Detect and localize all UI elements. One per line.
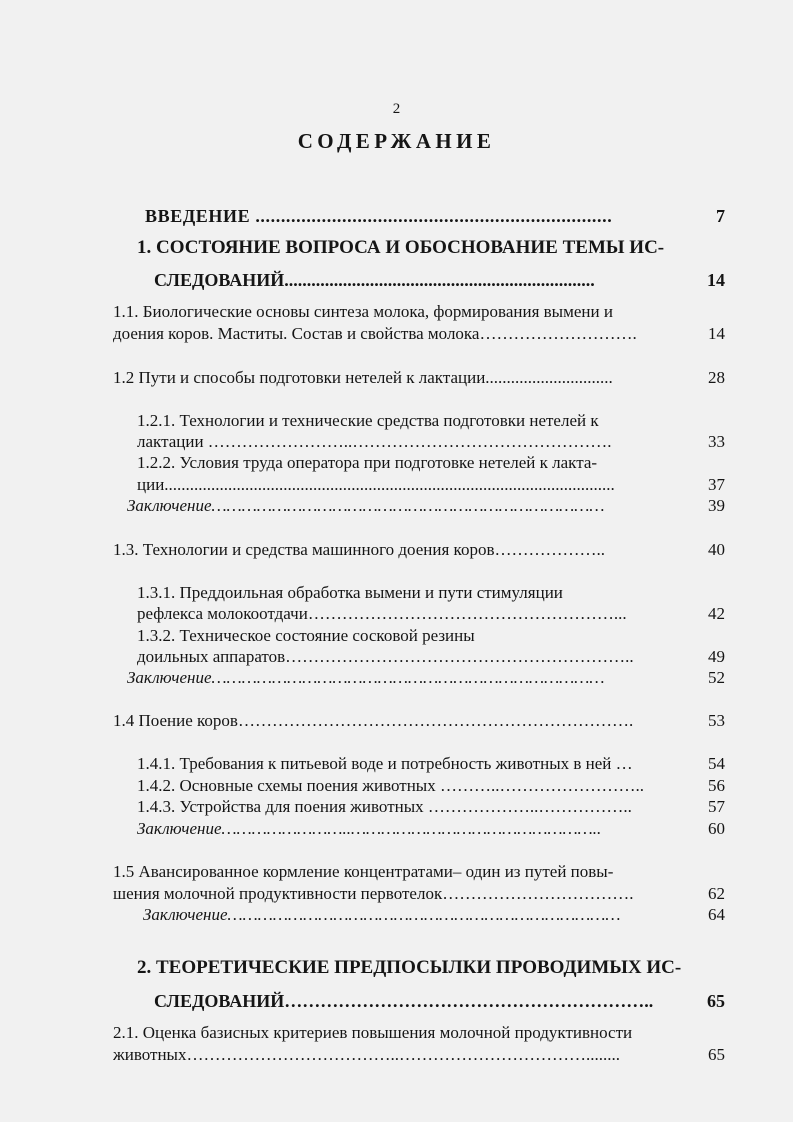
toc-page-1-4: 53 bbox=[708, 711, 725, 730]
toc-page-1-2-1: 33 bbox=[708, 432, 725, 451]
toc-page-chapter-2: 65 bbox=[707, 991, 725, 1011]
toc-page-1-5: 62 bbox=[708, 884, 725, 903]
toc-entry-1-5: 1.5 Авансированное кормление концентратами– один из путей повы- bbox=[113, 862, 614, 881]
toc-page-1-3: 40 bbox=[708, 540, 725, 559]
toc-page-1-4-2: 56 bbox=[708, 776, 725, 795]
toc-page-1-3-1: 42 bbox=[708, 604, 725, 623]
toc-entry-1-3-2: 1.3.2. Техническое состояние сосковой резины bbox=[137, 626, 475, 645]
toc-page-1-3-2: 49 bbox=[708, 647, 725, 666]
toc-entry-2-1: 2.1. Оценка базисных критериев повышения молочной продуктивности bbox=[113, 1023, 633, 1042]
page-number: 2 bbox=[392, 101, 401, 117]
toc-entry-1-2-2-cont: ции.......................................................................................................... bbox=[137, 475, 615, 494]
toc-page-chapter-1: 14 bbox=[707, 270, 725, 290]
toc-entry-1-2: 1.2 Пути и способы подготовки нетелей к лактации.............................. bbox=[113, 368, 613, 387]
toc-chapter-1-title: 1. СОСТОЯНИЕ ВОПРОСА И ОБОСНОВАНИЕ ТЕМЫ ИС- bbox=[137, 237, 665, 258]
toc-page-conclusion-4: 64 bbox=[708, 905, 725, 924]
toc-entry-1-3: 1.3. Технологии и средства машинного доения коров……………….. bbox=[113, 540, 605, 559]
toc-page-2-1: 65 bbox=[708, 1045, 725, 1064]
toc-entry-2-1-cont: животных………………………………..……………………………........ bbox=[113, 1045, 620, 1064]
toc-chapter-2-title-cont: СЛЕДОВАНИЙ…………………………………………………….. bbox=[154, 991, 654, 1011]
toc-page-1-2-2: 37 bbox=[708, 475, 725, 494]
toc-entry-1-1-cont: доения коров. Маститы. Состав и свойства молока………………………. bbox=[113, 324, 637, 343]
toc-entry-1-2-1-cont: лактации ……………………..………………………………………. bbox=[137, 432, 612, 451]
toc-entry-1-3-1-cont: рефлекса молокоотдачи………………………………………………... bbox=[137, 604, 627, 623]
toc-conclusion-3: Заключение……………………..………………………………………….. bbox=[137, 819, 602, 838]
toc-entry-1-4-3: 1.4.3. Устройства для поения животных ………………..…………….. bbox=[137, 797, 632, 816]
toc-conclusion-4: Заключение…………………………………………………………………… bbox=[143, 905, 621, 924]
toc-entry-1-2-1: 1.2.1. Технологии и технические средства подготовки нетелей к bbox=[137, 411, 599, 430]
toc-page-conclusion-1: 39 bbox=[708, 496, 725, 515]
toc-page-intro: 7 bbox=[716, 206, 725, 226]
toc-page-1-1: 14 bbox=[708, 324, 725, 343]
toc-page-1-2: 28 bbox=[708, 368, 725, 387]
toc-entry-1-4-2: 1.4.2. Основные схемы поения животных ………..…………………….. bbox=[137, 776, 644, 795]
toc-page-1-4-1: 54 bbox=[708, 754, 725, 773]
toc-entry-intro: ВВЕДЕНИЕ ...................................................................... bbox=[145, 206, 613, 226]
toc-entry-1-4-1: 1.4.1. Требования к питьевой воде и потребность животных в ней … bbox=[137, 754, 633, 773]
toc-page-conclusion-3: 60 bbox=[708, 819, 725, 838]
toc-entry-1-2-2: 1.2.2. Условия труда оператора при подготовке нетелей к лакта- bbox=[137, 453, 598, 472]
page-title: СОДЕРЖАНИЕ bbox=[297, 129, 496, 153]
toc-conclusion-2: Заключение…………………………………………………………………… bbox=[127, 668, 605, 687]
toc-page-1-4-3: 57 bbox=[708, 797, 725, 816]
toc-conclusion-1: Заключение…………………………………………………………………… bbox=[127, 496, 605, 515]
toc-entry-1-1: 1.1. Биологические основы синтеза молока, формирования вымени и bbox=[113, 302, 613, 321]
toc-entry-1-4: 1.4 Поение коров……………………………………………………………. bbox=[113, 711, 634, 730]
toc-entry-1-3-2-cont: доильных аппаратов…………………………………………………….. bbox=[137, 647, 634, 666]
toc-chapter-1-title-cont: СЛЕДОВАНИЙ..................................................................... bbox=[154, 270, 595, 290]
toc-page-conclusion-2: 52 bbox=[708, 668, 725, 687]
toc-chapter-2-title: 2. ТЕОРЕТИЧЕСКИЕ ПРЕДПОСЫЛКИ ПРОВОДИМЫХ ИС- bbox=[137, 957, 682, 978]
toc-entry-1-5-cont: шения молочной продуктивности первотелок……………………………. bbox=[113, 884, 634, 903]
toc-entry-1-3-1: 1.3.1. Преддоильная обработка вымени и пути стимуляции bbox=[137, 583, 563, 602]
